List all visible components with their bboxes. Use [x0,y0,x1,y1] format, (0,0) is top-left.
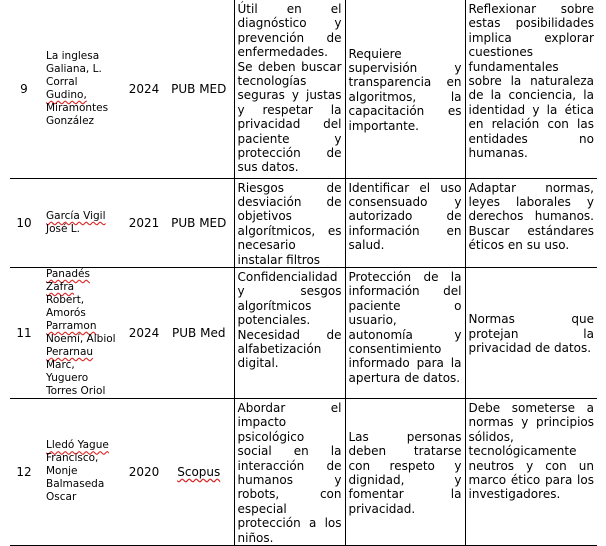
findings-cell: Abordar el impacto psicológico social en la interacción de humanos y robots, con especial protección a los niños. [234,398,345,545]
authors-cell: La inglesa Galiana, L. Corral Gudino, Miramontes González [38,0,124,178]
source-cell: Scopus [164,398,234,545]
literature-table [10,0,597,546]
table-row [10,178,597,267]
source-cell: PUB Med [164,267,234,398]
challenges-cell: Identificar el uso consensuado y autorizado de información en salud. [345,178,465,267]
challenges-cell: Requiere supervisión y transparencia en algoritmos, la capacitación es importante. [345,0,465,178]
recommendations-cell: Debe someterse a normas y principios sólidos, tecnológicamente neutros y con un marco ético para los investigadores. [465,398,597,545]
recommendations-cell: Normas que protejan la privacidad de datos. [465,267,597,398]
row-number: 12 [10,398,38,545]
table-row [10,0,597,178]
row-number: 11 [10,267,38,398]
table-row [10,267,597,398]
findings-cell: Confidencialidad y sesgos algorítmicos potenciales. Necesidad de alfabetización digital. [234,267,345,398]
authors-cell: Panadés Zafra Robert, Amorós Parramon Noemí, Albiol Perarnau Marc, Yuguero Torres Oriol [38,267,124,398]
source-cell: PUB MED [164,178,234,267]
year-cell: 2020 [124,398,164,545]
table-row [10,398,597,545]
recommendations-cell: Reflexionar sobre estas posibilidades implica explorar cuestiones fundamentales sobre la naturaleza de la conciencia, la identidad y la ética en relación con las entidades no humanas. [465,0,597,178]
year-cell: 2024 [124,267,164,398]
findings-cell: Útil en el diagnóstico y prevención de enfermedades. Se deben buscar tecnologías seguras y justas y respetar la privacidad del paciente y protección de sus datos. [234,0,345,178]
year-cell: 2021 [124,178,164,267]
authors-cell: García Vigil José L. [38,178,124,267]
authors-cell: Lledó Yague Francisco, Monje Balmaseda Oscar [38,398,124,545]
year-cell: 2024 [124,0,164,178]
row-number: 9 [10,0,38,178]
challenges-cell: Protección de la información del paciente o usuario, autonomía y consentimiento informado para la apertura de datos. [345,267,465,398]
challenges-cell: Las personas deben tratarse con respeto y dignidad, y fomentar la privacidad. [345,398,465,545]
row-number: 10 [10,178,38,267]
findings-cell: Riesgos de desviación de objetivos algorítmicos, es necesario instalar filtros [234,178,345,267]
recommendations-cell: Adaptar normas, leyes laborales y derechos humanos. Buscar estándares éticos en su uso. [465,178,597,267]
source-cell: PUB MED [164,0,234,178]
